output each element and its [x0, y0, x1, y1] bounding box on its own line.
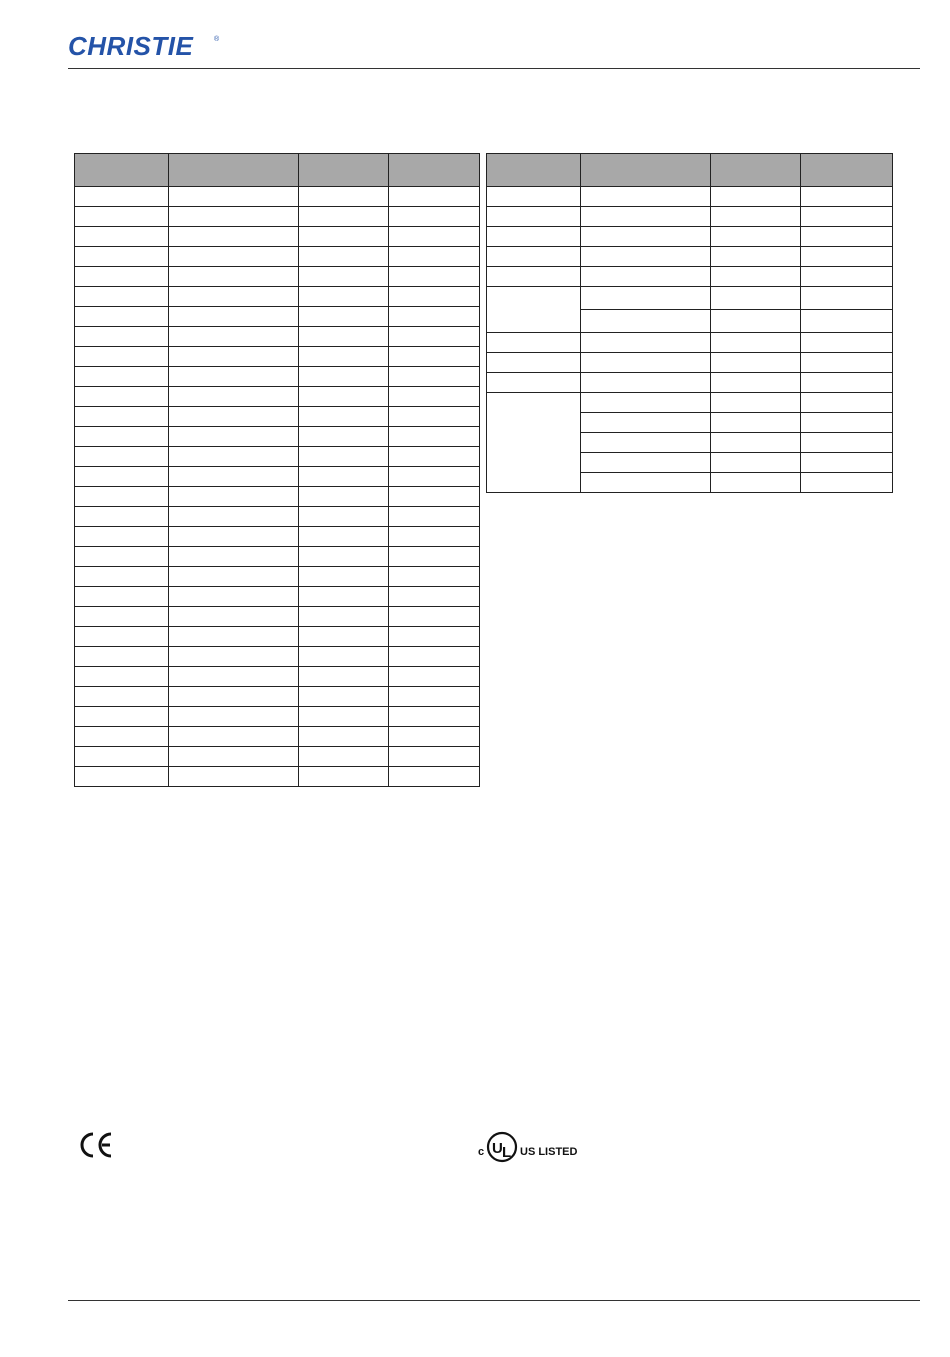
- table-cell: [169, 587, 299, 607]
- table-row: [75, 667, 480, 687]
- table-cell: [389, 427, 480, 447]
- table-cell: [75, 307, 169, 327]
- table-cell: [299, 227, 389, 247]
- header-cell: [801, 154, 893, 187]
- spec-table-left: [74, 153, 480, 787]
- table-cell: [389, 327, 480, 347]
- table-row: [75, 327, 480, 347]
- svg-text:U: U: [492, 1140, 503, 1157]
- table-cell: [169, 327, 299, 347]
- table-cell: [389, 707, 480, 727]
- table-row: [75, 567, 480, 587]
- table-row: [75, 627, 480, 647]
- table-cell: [75, 767, 169, 787]
- table-cell: [299, 387, 389, 407]
- table-cell: [75, 447, 169, 467]
- table-row: [75, 207, 480, 227]
- table-cell: [75, 267, 169, 287]
- table-cell: [75, 747, 169, 767]
- table-cell: [75, 547, 169, 567]
- table-row: [75, 307, 480, 327]
- table-cell: [169, 667, 299, 687]
- table-cell: [299, 527, 389, 547]
- table-row: [75, 447, 480, 467]
- table-row: [75, 247, 480, 267]
- table-cell: [169, 707, 299, 727]
- table-cell: [169, 387, 299, 407]
- table-cell: [169, 247, 299, 267]
- table-cell: [75, 207, 169, 227]
- table-cell: [299, 467, 389, 487]
- table-cell: [299, 207, 389, 227]
- table-cell: [299, 187, 389, 207]
- spec-table-right: [486, 153, 893, 493]
- table-cell: [169, 567, 299, 587]
- table-row: [487, 287, 893, 310]
- header-cell: [75, 154, 169, 187]
- table-cell: [389, 407, 480, 427]
- header-cell: [299, 154, 389, 187]
- table-row: [75, 687, 480, 707]
- table-cell: [75, 727, 169, 747]
- table-row: [487, 267, 893, 287]
- header-cell: [711, 154, 801, 187]
- table-cell: [299, 667, 389, 687]
- table-cell: [299, 707, 389, 727]
- table-cell: [169, 367, 299, 387]
- table-cell: [389, 767, 480, 787]
- table-cell: [299, 567, 389, 587]
- svg-text:US LISTED: US LISTED: [520, 1146, 578, 1158]
- table-body: [75, 187, 480, 787]
- svg-text:c: c: [478, 1146, 485, 1158]
- table-row: [75, 707, 480, 727]
- table-cell: [299, 607, 389, 627]
- table-cell: [389, 747, 480, 767]
- table-row: [75, 647, 480, 667]
- table-cell: [169, 687, 299, 707]
- footer-rule: [68, 1300, 920, 1301]
- christie-logo-text: CHRISTIE: [68, 31, 194, 61]
- table-cell: [75, 527, 169, 547]
- table-cell: [389, 607, 480, 627]
- table-cell: [389, 727, 480, 747]
- table-cell: [299, 247, 389, 267]
- table-cell: [389, 507, 480, 527]
- header-cell: [169, 154, 299, 187]
- table-cell: [389, 467, 480, 487]
- table-cell: [389, 627, 480, 647]
- table-cell: [75, 487, 169, 507]
- table-cell: [299, 547, 389, 567]
- table-cell: [169, 427, 299, 447]
- header-rule: [68, 68, 920, 69]
- table-row: [75, 487, 480, 507]
- table-cell: [75, 227, 169, 247]
- table-cell: [299, 347, 389, 367]
- table-row: [75, 347, 480, 367]
- christie-logo: [68, 30, 228, 62]
- table-row: [75, 467, 480, 487]
- table-cell: [75, 407, 169, 427]
- table-cell: [75, 627, 169, 647]
- table-cell: [389, 687, 480, 707]
- table-cell: [389, 307, 480, 327]
- table-row: [487, 393, 893, 413]
- table-cell: [169, 507, 299, 527]
- ce-mark: [78, 1131, 114, 1159]
- table-cell: [389, 667, 480, 687]
- table-row: [75, 527, 480, 547]
- table-cell: [389, 207, 480, 227]
- table-cell: [299, 587, 389, 607]
- table-cell: [299, 447, 389, 467]
- table-row: [75, 267, 480, 287]
- table-cell: [169, 487, 299, 507]
- table-cell: [75, 387, 169, 407]
- table-cell: [75, 347, 169, 367]
- table-cell: [389, 227, 480, 247]
- table-cell: [299, 767, 389, 787]
- table-cell: [299, 727, 389, 747]
- table-cell: [75, 367, 169, 387]
- table-cell: [299, 327, 389, 347]
- table-cell: [75, 467, 169, 487]
- table-row: [75, 387, 480, 407]
- table-cell: [169, 467, 299, 487]
- table-cell: [389, 267, 480, 287]
- header-cell: [487, 154, 581, 187]
- table-row: [75, 727, 480, 747]
- header-cell: [581, 154, 711, 187]
- table-cell: [299, 367, 389, 387]
- table-cell: [75, 687, 169, 707]
- table-row: [75, 607, 480, 627]
- table-cell: [389, 567, 480, 587]
- table-cell: [75, 187, 169, 207]
- table-row: [75, 407, 480, 427]
- table-cell: [169, 727, 299, 747]
- table-cell: [299, 267, 389, 287]
- table-cell: [299, 627, 389, 647]
- table-cell: [299, 487, 389, 507]
- table-header-row: [487, 154, 893, 187]
- table-cell: [75, 247, 169, 267]
- table-cell: [169, 547, 299, 567]
- table-cell: [389, 287, 480, 307]
- table-row: [487, 187, 893, 207]
- registered-mark: ®: [214, 36, 220, 43]
- table-cell: [75, 707, 169, 727]
- table-row: [75, 767, 480, 787]
- table-cell: [299, 307, 389, 327]
- table-cell: [169, 527, 299, 547]
- table-row: [75, 287, 480, 307]
- table-cell: [169, 267, 299, 287]
- table-cell: [75, 667, 169, 687]
- table-cell: [75, 327, 169, 347]
- table-cell: [389, 527, 480, 547]
- table-cell: [169, 647, 299, 667]
- svg-text:L: L: [502, 1144, 512, 1161]
- table-row: [487, 227, 893, 247]
- table-cell: [169, 347, 299, 367]
- table-cell: [169, 747, 299, 767]
- table-cell: [389, 347, 480, 367]
- table-row: [75, 187, 480, 207]
- table-cell: [299, 507, 389, 527]
- table-cell: [389, 247, 480, 267]
- table-cell: [389, 547, 480, 567]
- table-cell: [299, 647, 389, 667]
- table-cell: [299, 747, 389, 767]
- table-row: [75, 747, 480, 767]
- table-row: [487, 333, 893, 353]
- table-row: [487, 373, 893, 393]
- table-row: [75, 367, 480, 387]
- table-row: [75, 427, 480, 447]
- table-cell: [169, 607, 299, 627]
- table-cell: [169, 207, 299, 227]
- table-cell: [75, 647, 169, 667]
- table-cell: [299, 427, 389, 447]
- table-cell: [389, 487, 480, 507]
- table-cell: [169, 187, 299, 207]
- table-cell: [75, 567, 169, 587]
- table-cell: [389, 187, 480, 207]
- table-cell: [75, 507, 169, 527]
- table-body: [487, 187, 893, 493]
- table-row: [487, 353, 893, 373]
- table-cell: [389, 367, 480, 387]
- table-cell: [389, 447, 480, 467]
- table-cell: [169, 767, 299, 787]
- table-cell: [169, 307, 299, 327]
- table-cell: [75, 587, 169, 607]
- table-row: [75, 587, 480, 607]
- table-row: [487, 207, 893, 227]
- table-cell: [169, 627, 299, 647]
- table-cell: [299, 687, 389, 707]
- table-cell: [169, 287, 299, 307]
- table-cell: [75, 427, 169, 447]
- table-cell: [389, 587, 480, 607]
- culus-listed-mark: [478, 1130, 593, 1164]
- table-cell: [75, 287, 169, 307]
- table-cell: [169, 447, 299, 467]
- table-row: [487, 247, 893, 267]
- table-cell: [75, 607, 169, 627]
- table-row: [75, 227, 480, 247]
- table-cell: [389, 647, 480, 667]
- table-header-row: [75, 154, 480, 187]
- table-row: [75, 547, 480, 567]
- table-cell: [299, 407, 389, 427]
- table-row: [75, 507, 480, 527]
- header-cell: [389, 154, 480, 187]
- table-cell: [389, 387, 480, 407]
- table-cell: [299, 287, 389, 307]
- table-cell: [169, 407, 299, 427]
- table-cell: [169, 227, 299, 247]
